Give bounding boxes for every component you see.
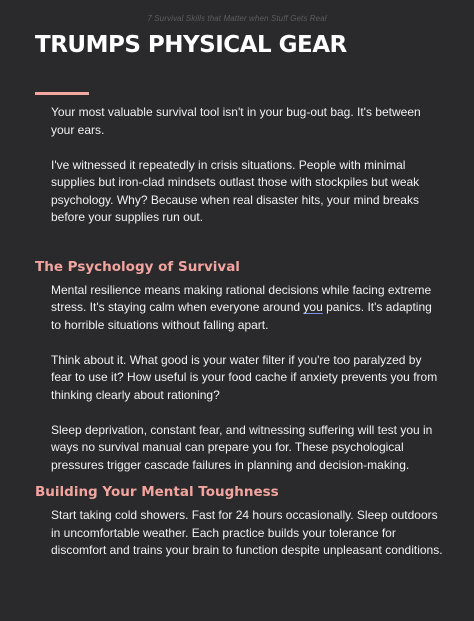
page-title: TRUMPS PHYSICAL GEAR [35, 32, 347, 58]
running-header: 7 Survival Skills that Matter when Stuff Gets Real [147, 14, 327, 23]
section-2-paragraph-1: Start taking cold showers. Fast for 24 hours occasionally. Sleep outdoors in uncomfortable weather. Each practice builds your tolerance for discomfort and trains your brain to function despite unpleasant conditions. [51, 508, 443, 557]
section-1-paragraph-2: Think about it. What good is your water filter if you're too paralyzed by fear to use it? How useful is your food cache if anxiety prevents you from thinking clearly about rationing? [51, 352, 438, 402]
section-heading-mental-toughness: Building Your Mental Toughness [35, 484, 279, 500]
section-1-paragraph-1-text-a: Mental resilience means making rational decisions while facing extreme stress. It's staying calm when everyone around [51, 282, 432, 314]
document-body [0, 104, 474, 560]
underlined-word: you [303, 300, 323, 314]
intro-paragraph-1: Your most valuable survival tool isn't in your bug-out bag. It's between your ears. [51, 105, 421, 137]
title-accent-rule [35, 92, 89, 95]
section-heading-psychology: The Psychology of Survival [35, 258, 240, 275]
section-1-paragraph-3: Sleep deprivation, constant fear, and witnessing suffering will test you in ways no survival manual can prepare you for. These psychological pressures trigger cascade failures in planning and decision-making. [51, 422, 433, 472]
section-1-paragraph-1 [51, 282, 444, 335]
intro-paragraph-2: I've witnessed it repeatedly in crisis situations. People with minimal supplies but iron-clad mindsets outlast those with stockpiles but weak psychology. Why? Because when real disaster hits, your mind breaks before your supplies run out. [51, 157, 420, 224]
section-1-paragraph-1-text-b: panics. It's adapting to horrible situations without falling apart. [51, 300, 432, 332]
